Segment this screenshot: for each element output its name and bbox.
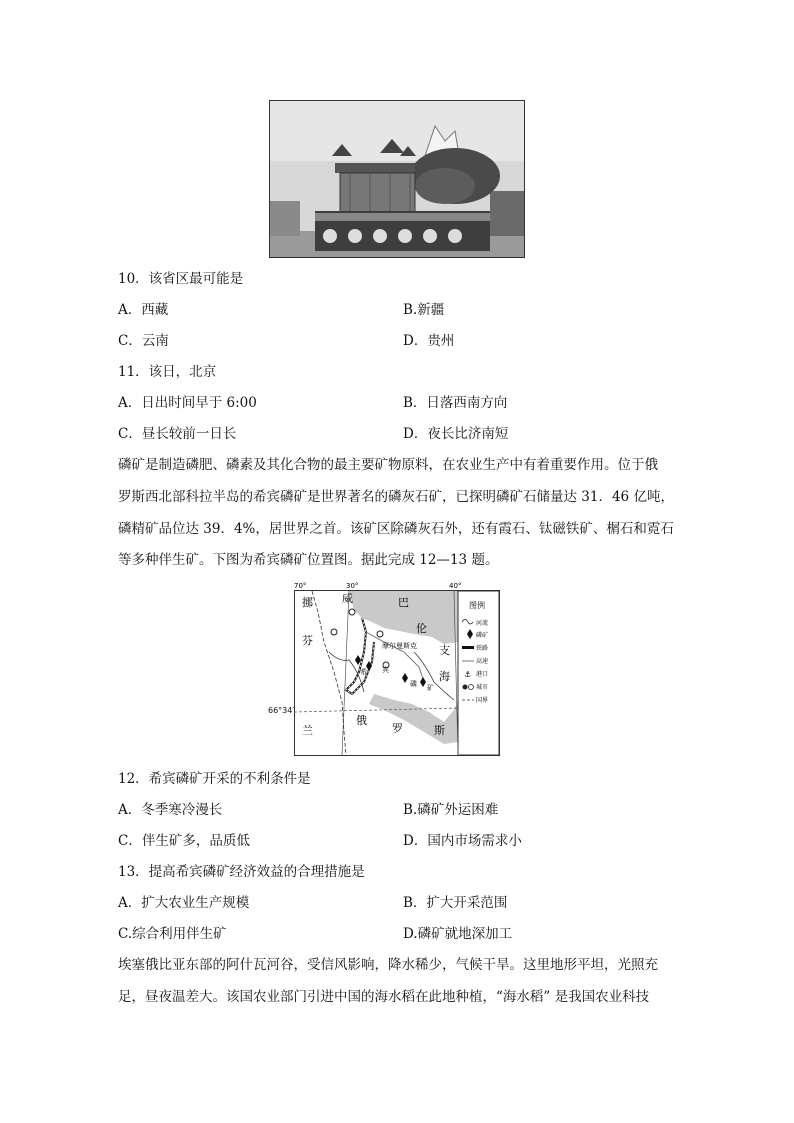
label-ba: 巴	[398, 596, 409, 609]
question-10-option-a: A．西藏	[118, 302, 169, 318]
city-marker-2	[331, 629, 337, 635]
label-lun: 伦	[416, 622, 427, 635]
question-13-option-a: A．扩大农业生产规模	[118, 895, 250, 911]
question-12-option-d: D．国内市场需求小	[403, 833, 522, 849]
city-marker-murmansk	[377, 631, 383, 637]
label-fen: 芬	[302, 634, 313, 647]
question-11-option-c: C．昼长较前一日长	[118, 426, 237, 442]
question-11-option-b: B．日落西南方向	[403, 395, 508, 411]
label-si: 斯	[434, 724, 445, 737]
legend-mine: 磷矿	[476, 632, 489, 639]
question-13-option-c: C.综合利用伴生矿	[118, 926, 227, 942]
passage-2-line-1: 埃塞俄比亚东部的阿什瓦河谷，受信风影响，降水稀少，气候干旱。这里地形平坦，光照充	[118, 957, 658, 973]
legend-border: 国界	[476, 697, 489, 704]
label-zhi: 支	[439, 644, 450, 657]
legend-city-symbol-2	[469, 685, 474, 690]
label-hai: 海	[439, 670, 450, 683]
passage-2-line-2: 足，昼夜温差大。该国农业部门引进中国的海水稻在此地种植，“海水稻” 是我国农业科技	[118, 989, 650, 1005]
question-10-option-d: D．贵州	[403, 333, 455, 349]
passage-1-line-3: 磷精矿品位达 39．4%，居世界之首。该矿区除磷灰石外，还有霞石、钛磁铁矿、榍石和霓石	[118, 521, 674, 537]
question-13-option-b: B．扩大开采范围	[403, 895, 508, 911]
question-12-option-a: A．冬季寒冷漫长	[118, 802, 223, 818]
label-mine-kuang: 矿	[427, 684, 434, 692]
khibiny-phosphate-location-map	[294, 582, 500, 756]
legend-rail: 铁路	[476, 645, 489, 652]
lat-label-arctic-circle: 66°34′	[268, 706, 295, 715]
question-11-option-a: A．日出时间早于 6:00	[118, 395, 257, 411]
label-wei: 威	[342, 592, 353, 605]
parade-float-photo	[269, 100, 525, 258]
label-luo: 罗	[392, 722, 403, 735]
legend-port: 港口	[476, 671, 489, 678]
legend-city: 城市	[476, 684, 489, 691]
question-11-option-d: D．夜长比济南短	[403, 426, 509, 442]
legend-river: 河流	[476, 620, 489, 627]
passage-1-line-4: 等多种伴生矿。下图为希宾磷矿位置图。据此完成 12—13 题。	[118, 552, 499, 568]
city-marker-1	[349, 609, 355, 615]
passage-1-line-2: 罗斯西北部科拉半岛的希宾磷矿是世界著名的磷灰石矿，已探明磷矿石储量达 31．46 亿吨，	[118, 489, 674, 505]
question-10-stem: 10．该省区最可能是	[118, 271, 244, 287]
lon-label-40: 40°	[449, 582, 462, 590]
label-e: 俄	[356, 714, 367, 727]
legend-highway: 高速	[476, 658, 489, 665]
label-murmansk: 摩尔曼斯克	[382, 642, 417, 650]
question-13-stem: 13．提高希宾磷矿经济效益的合理措施是	[118, 864, 365, 880]
label-mine-lin: 磷	[410, 680, 417, 688]
question-12-option-c: C．伴生矿多，品质低	[118, 833, 250, 849]
legend-title: 图例	[469, 601, 485, 610]
question-11-stem: 11．该日，北京	[118, 364, 217, 380]
question-12-stem: 12．希宾磷矿开采的不利条件是	[118, 771, 311, 787]
question-10-option-c: C．云南	[118, 333, 169, 349]
label-lan: 兰	[302, 724, 313, 737]
lon-label-70: 70°	[294, 582, 307, 590]
passage-1-line-1: 磷矿是制造磷肥、磷素及其化合物的最主要矿物原料，在农业生产中有着重要作用。位于俄	[118, 457, 658, 473]
question-13-option-d: D.磷矿就地深加工	[403, 926, 513, 942]
label-mine-xi: 希	[360, 668, 367, 676]
legend-rail-symbol	[462, 646, 474, 649]
legend-port-symbol: ⚓	[464, 670, 472, 679]
label-nuo: 挪	[302, 596, 313, 609]
label-mine-bin: 宾	[382, 666, 389, 674]
parade-float-illustration	[270, 101, 524, 257]
question-12-option-b: B.磷矿外运困难	[403, 802, 499, 818]
legend-city-symbol-1	[463, 685, 468, 690]
question-10-option-b: B.新疆	[403, 302, 445, 318]
lon-label-30: 30°	[346, 582, 359, 590]
